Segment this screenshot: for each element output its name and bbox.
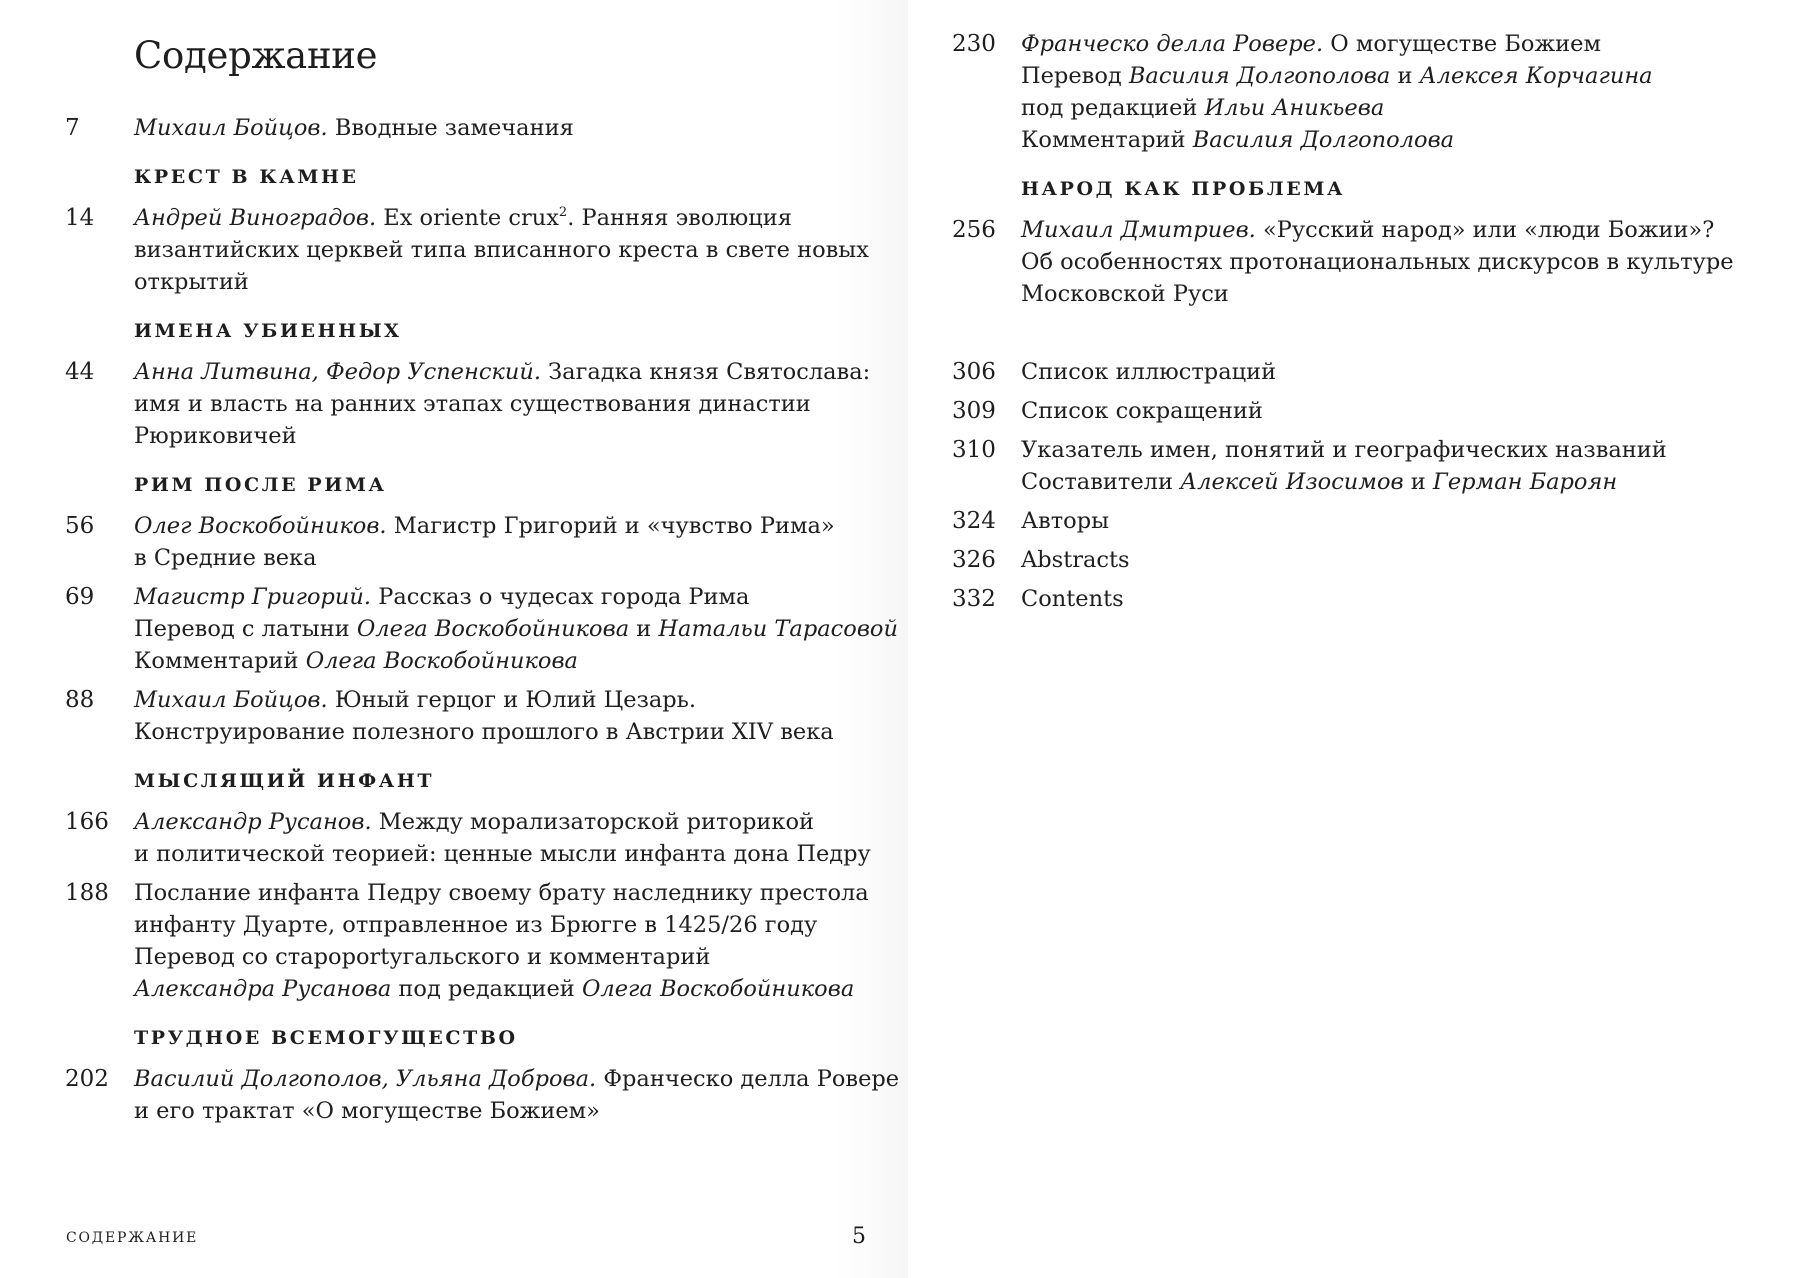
section-heading: МЫСЛЯЩИЙ ИНФАНТ: [134, 770, 435, 792]
entry-text: [134, 356, 870, 452]
toc-entry-230: [952, 28, 1812, 156]
entry-line: Перевод со староportугальского и комментарий: [134, 944, 711, 970]
entry-line: Об особенностях протонациональных дискурсов в культуре: [1021, 249, 1734, 275]
entry-title: Юный герцог и Юлий Цезарь.: [327, 687, 697, 713]
toc-entry-256: [952, 214, 1812, 310]
entry-title: Вводные замечания: [327, 115, 574, 141]
entry-text: [134, 510, 835, 574]
entry-person: Алексей Изосимов: [1180, 469, 1404, 495]
entry-author: Анна Литвина, Федор Успенский.: [134, 359, 541, 385]
entry-person: Олега Воскобойникова: [305, 648, 578, 674]
entry-line: инфанту Дуарте, отправленное из Брюгге в 1425/26 году: [134, 912, 818, 938]
page-number: 202: [65, 1066, 109, 1092]
page-number: 230: [952, 31, 996, 57]
entry-author: Франческо делла Ровере.: [1021, 31, 1324, 57]
entry-text: [134, 1063, 899, 1127]
entry-author: Михаил Дмитриев.: [1021, 217, 1256, 243]
toc-entry-306: [952, 356, 1812, 388]
page-number: 324: [952, 508, 996, 534]
entry-title: Указатель имен, понятий и географических названий: [1021, 437, 1667, 463]
toc-entry-309: [952, 395, 1812, 427]
entry-text-fragment: Составители: [1021, 469, 1181, 495]
entry-title: «Русский народ» или «люди Божии»?: [1255, 217, 1715, 243]
section-heading: ТРУДНОЕ ВСЕМОГУЩЕСТВО: [134, 1027, 518, 1049]
page-number: 310: [952, 437, 996, 463]
toc-entry-326: [952, 544, 1812, 576]
entry-title: Список иллюстраций: [1021, 359, 1277, 385]
toc-entry-202: [65, 1063, 900, 1127]
entry-person: Олега Воскобойникова: [581, 976, 855, 1002]
entry-person: Василия Долгополова: [1128, 63, 1391, 89]
page-number: 306: [952, 359, 996, 385]
page-number: 166: [65, 809, 109, 835]
page-number: 256: [952, 217, 996, 243]
toc-entry-56: [65, 510, 885, 574]
entry-title: Между морализаторской риторикой: [371, 809, 815, 835]
entry-line: Рюриковичей: [134, 423, 297, 449]
entry-title: Авторы: [1021, 508, 1110, 534]
page-number: 332: [952, 586, 996, 612]
entry-person: Василия Долгополова: [1192, 127, 1455, 153]
entry-line: открытий: [134, 269, 249, 295]
entry-person: Натальи Тарасовой: [658, 616, 898, 642]
entry-title: О могуществе Божием: [1323, 31, 1601, 57]
page-number: 188: [65, 880, 109, 906]
entry-person: Герман Бароян: [1432, 469, 1618, 495]
section-heading: НАРОД КАК ПРОБЛЕМА: [1021, 178, 1346, 200]
entry-text-fragment: Перевод: [1021, 63, 1129, 89]
entry-text: [1021, 434, 1667, 498]
entry-author: Олег Воскобойников.: [134, 513, 387, 539]
toc-entry-188: [65, 877, 885, 1005]
entry-author: Михаил Бойцов.: [134, 115, 328, 141]
entry-line: в Средние века: [134, 545, 317, 571]
toc-entry-166: [65, 806, 885, 870]
toc-entry-332: [952, 583, 1812, 615]
entry-author: Василий Долгополов, Ульяна Доброва.: [134, 1066, 597, 1092]
page-title: Содержание: [134, 34, 378, 77]
entry-author: Александр Русанов.: [134, 809, 372, 835]
section-heading: РИМ ПОСЛЕ РИМА: [134, 474, 387, 496]
page-number-footer: 5: [852, 1224, 866, 1249]
page-number: 14: [65, 205, 95, 231]
entry-line: византийских церквей типа вписанного креста в свете новых: [134, 237, 869, 263]
toc-entry-69: [65, 581, 898, 677]
entry-text: [134, 877, 869, 1005]
section-heading: КРЕСТ В КАМНЕ: [134, 166, 359, 188]
entry-title: Ex oriente crux: [376, 205, 559, 231]
entry-line: Послание инфанта Педру своему брату наследнику престола: [134, 880, 869, 906]
entry-line: Конструирование полезного прошлого в Австрии XIV века: [134, 719, 834, 745]
entry-title: Франческо делла Ровере: [596, 1066, 900, 1092]
toc-entry-7: [65, 112, 885, 144]
entry-title: . Ранняя эволюция: [567, 205, 792, 231]
page-number: 88: [65, 687, 95, 713]
entry-text: [134, 112, 574, 144]
entry-text: [134, 202, 869, 298]
toc-entry-44: [65, 356, 885, 452]
entry-text: [1021, 214, 1734, 310]
entry-title: Abstracts: [1021, 547, 1130, 573]
entry-author: Андрей Виноградов.: [134, 205, 377, 231]
entry-text: [134, 684, 834, 748]
entry-text-fragment: под редакцией: [391, 976, 582, 1002]
entry-author: Михаил Бойцов.: [134, 687, 328, 713]
entry-title: Загадка князя Святослава:: [541, 359, 871, 385]
entry-text-fragment: Комментарий: [134, 648, 306, 674]
running-footer-label: СОДЕРЖАНИЕ: [66, 1230, 199, 1246]
page-number: 309: [952, 398, 996, 424]
entry-author: Магистр Григорий.: [134, 584, 372, 610]
toc-entry-310: [952, 434, 1812, 498]
entry-title: Список сокращений: [1021, 398, 1263, 424]
superscript: 2: [558, 205, 568, 220]
entry-line: и политической теорией: ценные мысли инфанта дона Педру: [134, 841, 871, 867]
entry-person: Алексея Корчагина: [1419, 63, 1653, 89]
entry-person: Александра Русанова: [134, 976, 392, 1002]
entry-text-fragment: и: [1390, 63, 1420, 89]
entry-title: Рассказ о чудесах города Рима: [371, 584, 750, 610]
toc-entry-88: [65, 684, 885, 748]
entry-person: Ильи Аникьева: [1204, 95, 1385, 121]
section-heading: ИМЕНА УБИЕННЫХ: [134, 320, 402, 342]
toc-right-column: [952, 28, 1812, 615]
entry-title: Магистр Григорий и «чувство Рима»: [386, 513, 835, 539]
entry-line: Московской Руси: [1021, 281, 1229, 307]
entry-text-fragment: Комментарий: [1021, 127, 1193, 153]
page-number: 326: [952, 547, 996, 573]
entry-text-fragment: и: [629, 616, 659, 642]
page-number: 7: [65, 115, 80, 141]
entry-line: имя и власть на ранних этапах существования династии: [134, 391, 811, 417]
entry-line: и его трактат «О могуществе Божием»: [134, 1098, 600, 1124]
toc-entry-324: [952, 505, 1812, 537]
entry-text-fragment: под редакцией: [1021, 95, 1205, 121]
entry-person: Олега Воскобойникова: [356, 616, 630, 642]
entry-text: [1021, 28, 1653, 156]
entry-text-fragment: и: [1403, 469, 1433, 495]
toc-left-column: [65, 108, 900, 1127]
entry-text-fragment: Перевод с латыни: [134, 616, 357, 642]
page-number: 44: [65, 359, 95, 385]
toc-entry-14: [65, 202, 885, 298]
entry-text: [134, 806, 871, 870]
page-number: 56: [65, 513, 95, 539]
entry-title: Contents: [1021, 586, 1124, 612]
page-number: 69: [65, 584, 95, 610]
entry-text: [134, 581, 898, 677]
